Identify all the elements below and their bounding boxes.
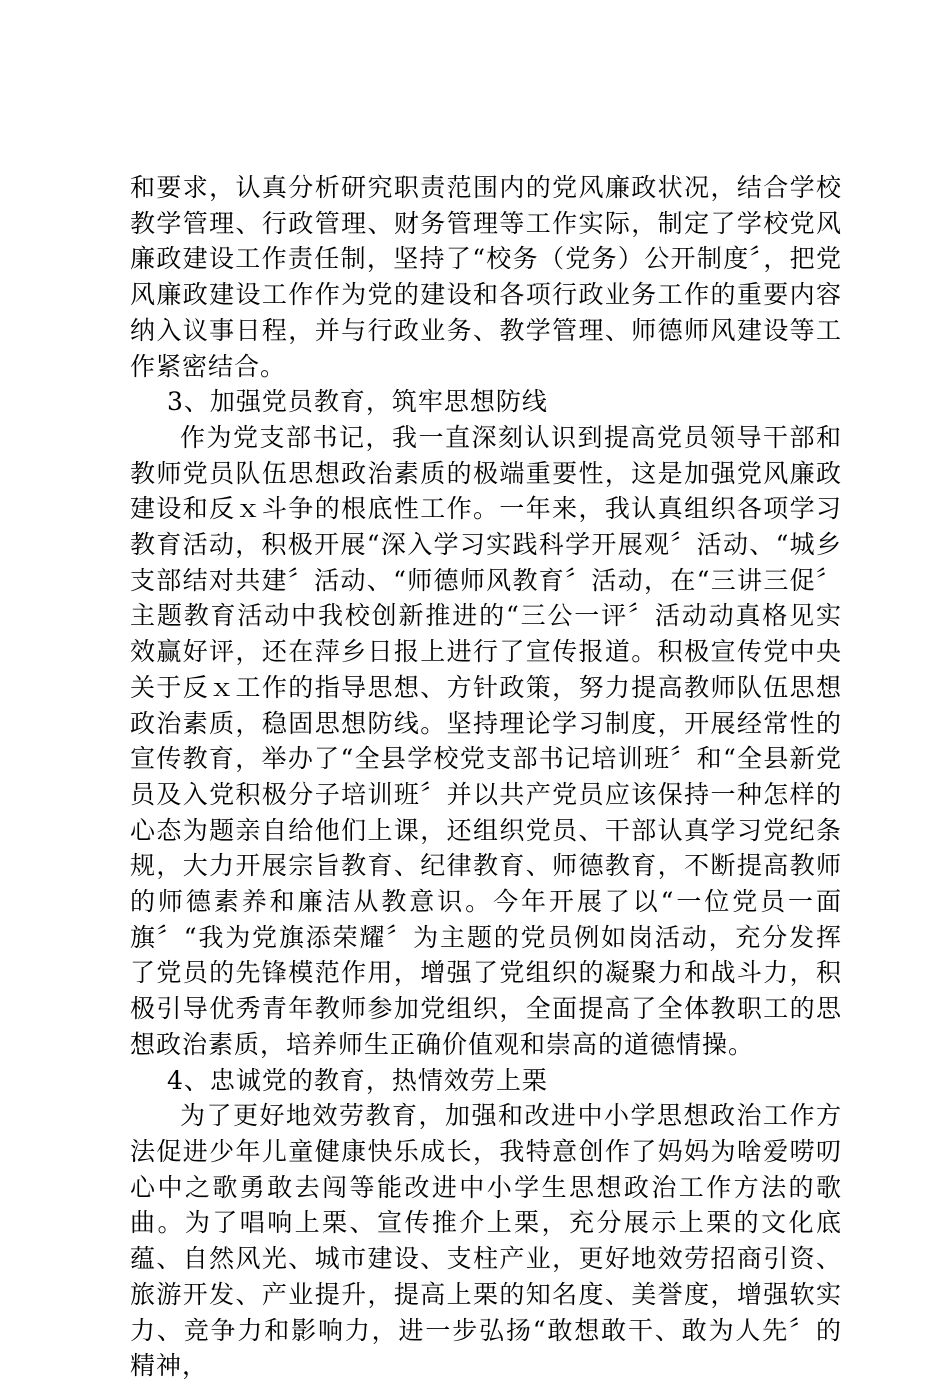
- section-heading-4: 4、忠诚党的教育，热情效劳上栗: [167, 1065, 548, 1095]
- body-paragraph-1: 和要求，认真分析研究职责范围内的党风廉政状况，结合学校教学管理、行政管理、财务管理等工作实际，制定了学校党风廉政建设工作责任制，坚持了“校务（党务）公开制度〞，把党风廉政建设工作作为党的建设和各项行政业务工作的重要内容纳入议事日程，并与行政业务、教学管理、师德师风建设等工作紧密结合。: [130, 173, 842, 381]
- document-page: [130, 170, 842, 1384]
- body-paragraph-3: 为了更好地效劳教育，加强和改进中小学思想政治工作方法促进少年儿童健康快乐成长，我特意创作了妈妈为啥爱唠叨心中之歌勇敢去闯等能改进中小学生思想政治工作方法的歌曲。为了唱响上栗、宣传推介上栗，充分展示上栗的文化底蕴、自然风光、城市建设、支柱产业，更好地效劳招商引资、旅游开发、产业提升，提高上栗的知名度、美誉度，增强软实力、竞争力和影响力，进一步弘扬“敢想敢干、敢为人先〞的精神，: [130, 1101, 842, 1381]
- section-heading-3: 3、加强党员教育，筑牢思想防线: [167, 387, 548, 417]
- body-paragraph-2: 作为党支部书记，我一直深刻认识到提高党员领导干部和教师党员队伍思想政治素质的极端重要性，这是加强党风廉政建设和反ｘ斗争的根底性工作。一年来，我认真组织各项学习教育活动，积极开展“深入学习实践科学开展观〞活动、“城乡支部结对共建〞活动、“师德师风教育〞活动，在“三讲三促〞主题教育活动中我校创新推进的“三公一评〞活动动真格见实效赢好评，还在萍乡日报上进行了宣传报道。积极宣传党中央关于反ｘ工作的指导思想、方针政策，努力提高教师队伍思想政治素质，稳固思想防线。坚持理论学习制度，开展经常性的宣传教育，举办了“全县学校党支部书记培训班〞和“全县新党员及入党积极分子培训班〞并以共产党员应该保持一种怎样的心态为题亲自给他们上课，还组织党员、干部认真学习党纪条规，大力开展宗旨教育、纪律教育、师德教育，不断提高教师的师德素养和廉洁从教意识。今年开展了以“一位党员一面旗〞“我为党旗添荣耀〞为主题的党员例如岗活动，充分发挥了党员的先锋模范作用，增强了党组织的凝聚力和战斗力，积极引导优秀青年教师参加党组织，全面提高了全体教职工的思想政治素质，培养师生正确价值观和崇高的道德情操。: [130, 422, 842, 1059]
